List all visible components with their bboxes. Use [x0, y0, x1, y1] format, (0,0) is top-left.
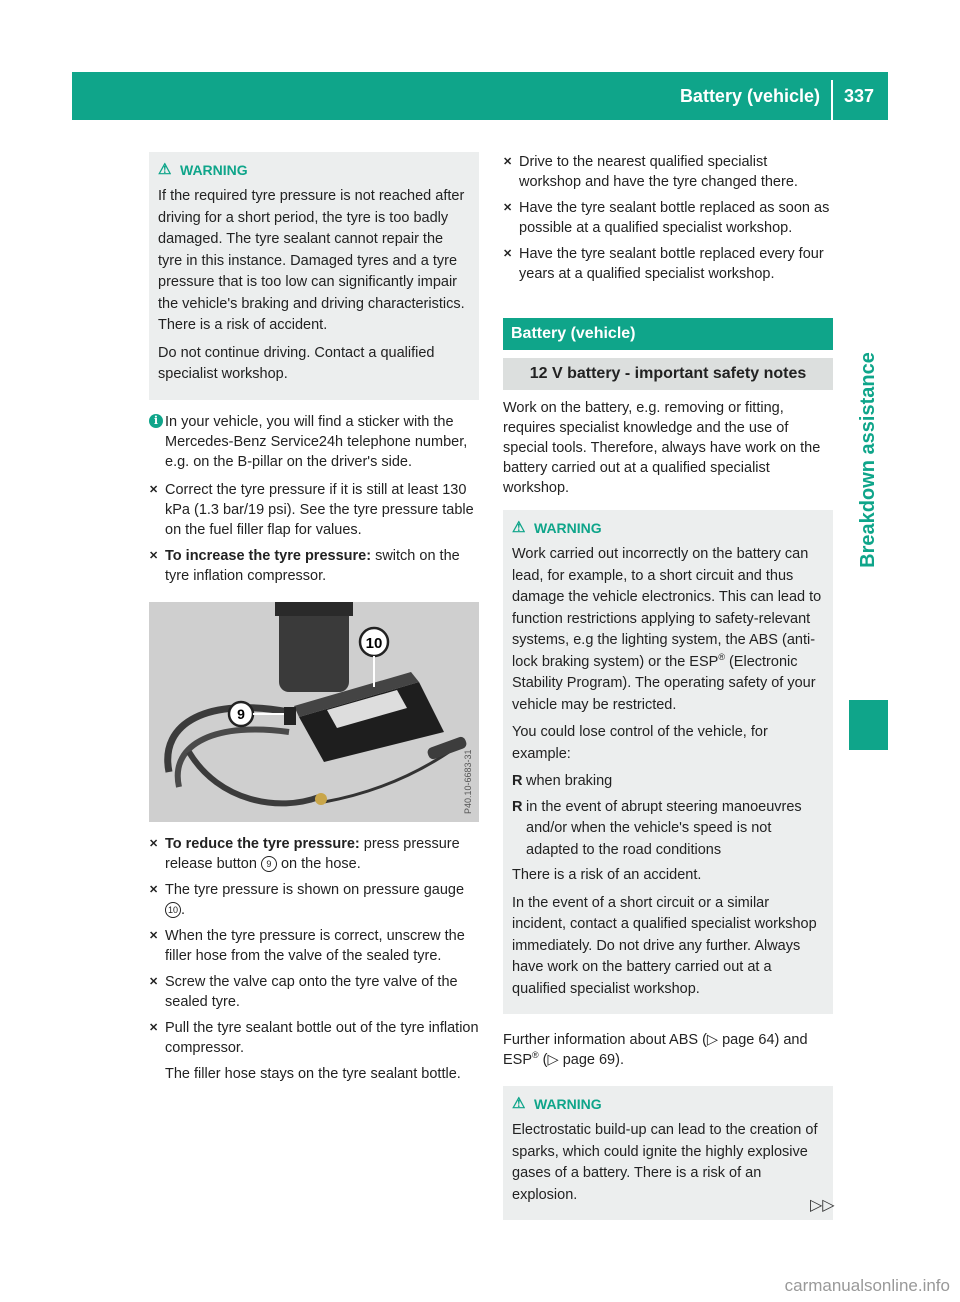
warning-label: WARNING	[180, 162, 248, 178]
warning-text-part: Work carried out incorrectly on the battery can lead, for example, to a short circuit and thus damage the vehicle electronics. This can lead to function restrictions applying to safety-relevant systems, e.g the lighting system, the ABS (anti-lock braking system) or the ESP	[512, 546, 822, 670]
step-text: When the tyre pressure is correct, unscrew the filler hose from the valve of the sealed tyre.	[165, 927, 465, 964]
callout-ref-10: 10	[165, 902, 181, 918]
step-bold-text: To increase the tyre pressure:	[165, 547, 372, 564]
step-arrow-icon: ✕	[503, 156, 513, 168]
warning-text: In the event of a short circuit or a similar incident, contact a qualified specialist workshop immediately. Do not drive any further. Always have work on the battery carried out at a qualified specialist workshop.	[512, 894, 817, 997]
warning-triangle-icon: ⚠	[158, 161, 172, 178]
further-text: ) and ESP	[503, 1032, 808, 1068]
warning-heading	[512, 518, 824, 538]
warning-text: You could lose control of the vehicle, for example:	[512, 724, 768, 762]
callout-10: 10	[365, 634, 383, 652]
instruction-step	[503, 152, 833, 192]
step-arrow-icon: ✕	[149, 837, 159, 850]
step-text: Pull the tyre sealant bottle out of the tyre inflation compressor.	[165, 1019, 479, 1056]
warning-bullet	[512, 771, 824, 793]
info-note	[149, 412, 479, 472]
step-arrow-icon: ✕	[149, 1021, 159, 1034]
left-column	[149, 152, 479, 1090]
step-text: Have the tyre sealant bottle replaced as soon as possible at a qualified specialist workshop.	[519, 200, 830, 236]
compressor-illustration	[149, 602, 479, 822]
further-text: Further information about ABS (	[503, 1032, 707, 1048]
warning-box-tyre	[149, 152, 479, 400]
instruction-step	[149, 1018, 479, 1058]
warning-box-explosion	[503, 1086, 833, 1220]
bullet-text: when braking	[526, 773, 613, 789]
warning-text	[512, 544, 824, 716]
watermark: carmanualsonline.info	[784, 1276, 950, 1295]
step-text: switch on the tyre inflation compressor.	[165, 547, 460, 584]
step-text: press pressure release button	[165, 835, 460, 872]
warning-triangle-icon: ⚠	[512, 1095, 526, 1112]
instruction-step	[149, 480, 479, 540]
warning-heading	[512, 1094, 824, 1114]
step-arrow-icon: ✕	[149, 883, 159, 896]
step-arrow-icon: ✕	[149, 549, 159, 562]
page-header	[72, 72, 888, 120]
further-text: ).	[615, 1052, 624, 1068]
warning-triangle-icon: ⚠	[512, 519, 526, 536]
bullet-icon: R	[512, 798, 523, 815]
section-heading: Battery (vehicle)	[503, 318, 833, 350]
warning-bullet	[512, 797, 824, 862]
instruction-step	[149, 972, 479, 1012]
instruction-step	[149, 546, 479, 586]
warning-text: If the required tyre pressure is not reached after driving for a short period, the tyre is too badly damaged. The tyre sealant cannot repair the tyre in this instance. Damaged tyres and a tyre pressure that is too low can significantly impair the vehicle's braking and driving characteristics. There is a risk of accident.	[158, 188, 465, 333]
info-text: In your vehicle, you will find a sticker with the Mercedes-Benz Service24h telephone number, e.g. on the B-pillar on the driver's side.	[165, 413, 468, 470]
subsection-heading: 12 V battery - important safety notes	[503, 358, 833, 390]
warning-box-battery	[503, 510, 833, 1014]
step-arrow-icon: ✕	[503, 202, 513, 214]
page-reference-link[interactable]: page 69	[562, 1052, 616, 1068]
callout-9: 9	[237, 705, 245, 722]
step-text: .	[181, 901, 186, 918]
instruction-step	[149, 880, 479, 920]
step-arrow-icon: ✕	[503, 248, 513, 260]
warning-label: WARNING	[534, 1096, 602, 1112]
callout-ref-9: 9	[261, 856, 277, 872]
step-text: The tyre pressure is shown on pressure gauge	[165, 881, 465, 898]
info-icon: i	[149, 414, 163, 428]
step-text: Have the tyre sealant bottle replaced every four years at a qualified specialist workshop.	[519, 246, 824, 282]
compressor-photo	[149, 602, 479, 822]
instruction-step	[503, 244, 833, 284]
registered-mark: ®	[532, 1050, 539, 1061]
warning-text-part: (Electronic Stability Program). The operating safety of your vehicle may be restricted.	[512, 653, 816, 713]
step-arrow-icon: ✕	[149, 929, 159, 942]
intro-paragraph: Work on the battery, e.g. removing or fitting, requires specialist knowledge and the use of special tools. Therefore, always have work on the battery carried out at a qualified specialist workshop.	[503, 400, 821, 496]
page-number: 337	[843, 86, 874, 106]
warning-text: There is a risk of an accident.	[512, 867, 702, 883]
instruction-step	[149, 834, 479, 874]
header-divider	[831, 80, 833, 120]
warning-text: Do not continue driving. Contact a qualified specialist workshop.	[158, 344, 435, 382]
instruction-step	[503, 198, 833, 238]
step-arrow-icon: ✕	[149, 975, 159, 988]
continue-marker-icon: ▷▷	[810, 1197, 835, 1214]
step-arrow-icon: ✕	[149, 483, 159, 496]
bullet-icon: R	[512, 773, 523, 789]
chapter-tab-marker	[849, 700, 888, 750]
warning-label: WARNING	[534, 520, 602, 536]
warning-text: Electrostatic build-up can lead to the creation of sparks, which could ignite the highly explosive gases of a battery. There is a risk of an explosion.	[512, 1122, 818, 1203]
further-info	[503, 1030, 833, 1070]
photo-code: P40.10-6683-31	[463, 748, 473, 814]
page-reference-link[interactable]: page 64	[722, 1032, 775, 1048]
bullet-text: in the event of abrupt steering manoeuvres and/or when the vehicle's speed is not adapted to the road conditions	[526, 798, 802, 858]
step-text: on the hose.	[276, 855, 361, 872]
page-ref-arrow-icon: ▷	[706, 1032, 723, 1048]
step-note: The filler hose stays on the tyre sealant bottle.	[165, 1065, 461, 1082]
instruction-step	[149, 926, 479, 966]
warning-heading	[158, 160, 470, 180]
step-text: Screw the valve cap onto the tyre valve of the sealed tyre.	[165, 973, 458, 1010]
further-text: (	[538, 1052, 548, 1068]
step-bold-text: To reduce the tyre pressure:	[165, 835, 360, 852]
step-text: Drive to the nearest qualified specialist workshop and have the tyre changed there.	[519, 154, 798, 190]
registered-mark: ®	[718, 651, 725, 662]
step-text: Correct the tyre pressure if it is still at least 130 kPa (1.3 bar/19 psi). See the tyre pressure table on the fuel filler flap for values.	[165, 481, 474, 538]
chapter-tab-label: Breakdown assistance	[857, 352, 879, 568]
header-title: Battery (vehicle)	[679, 86, 820, 106]
page-ref-arrow-icon: ▷	[547, 1052, 563, 1068]
right-column	[503, 152, 833, 1232]
